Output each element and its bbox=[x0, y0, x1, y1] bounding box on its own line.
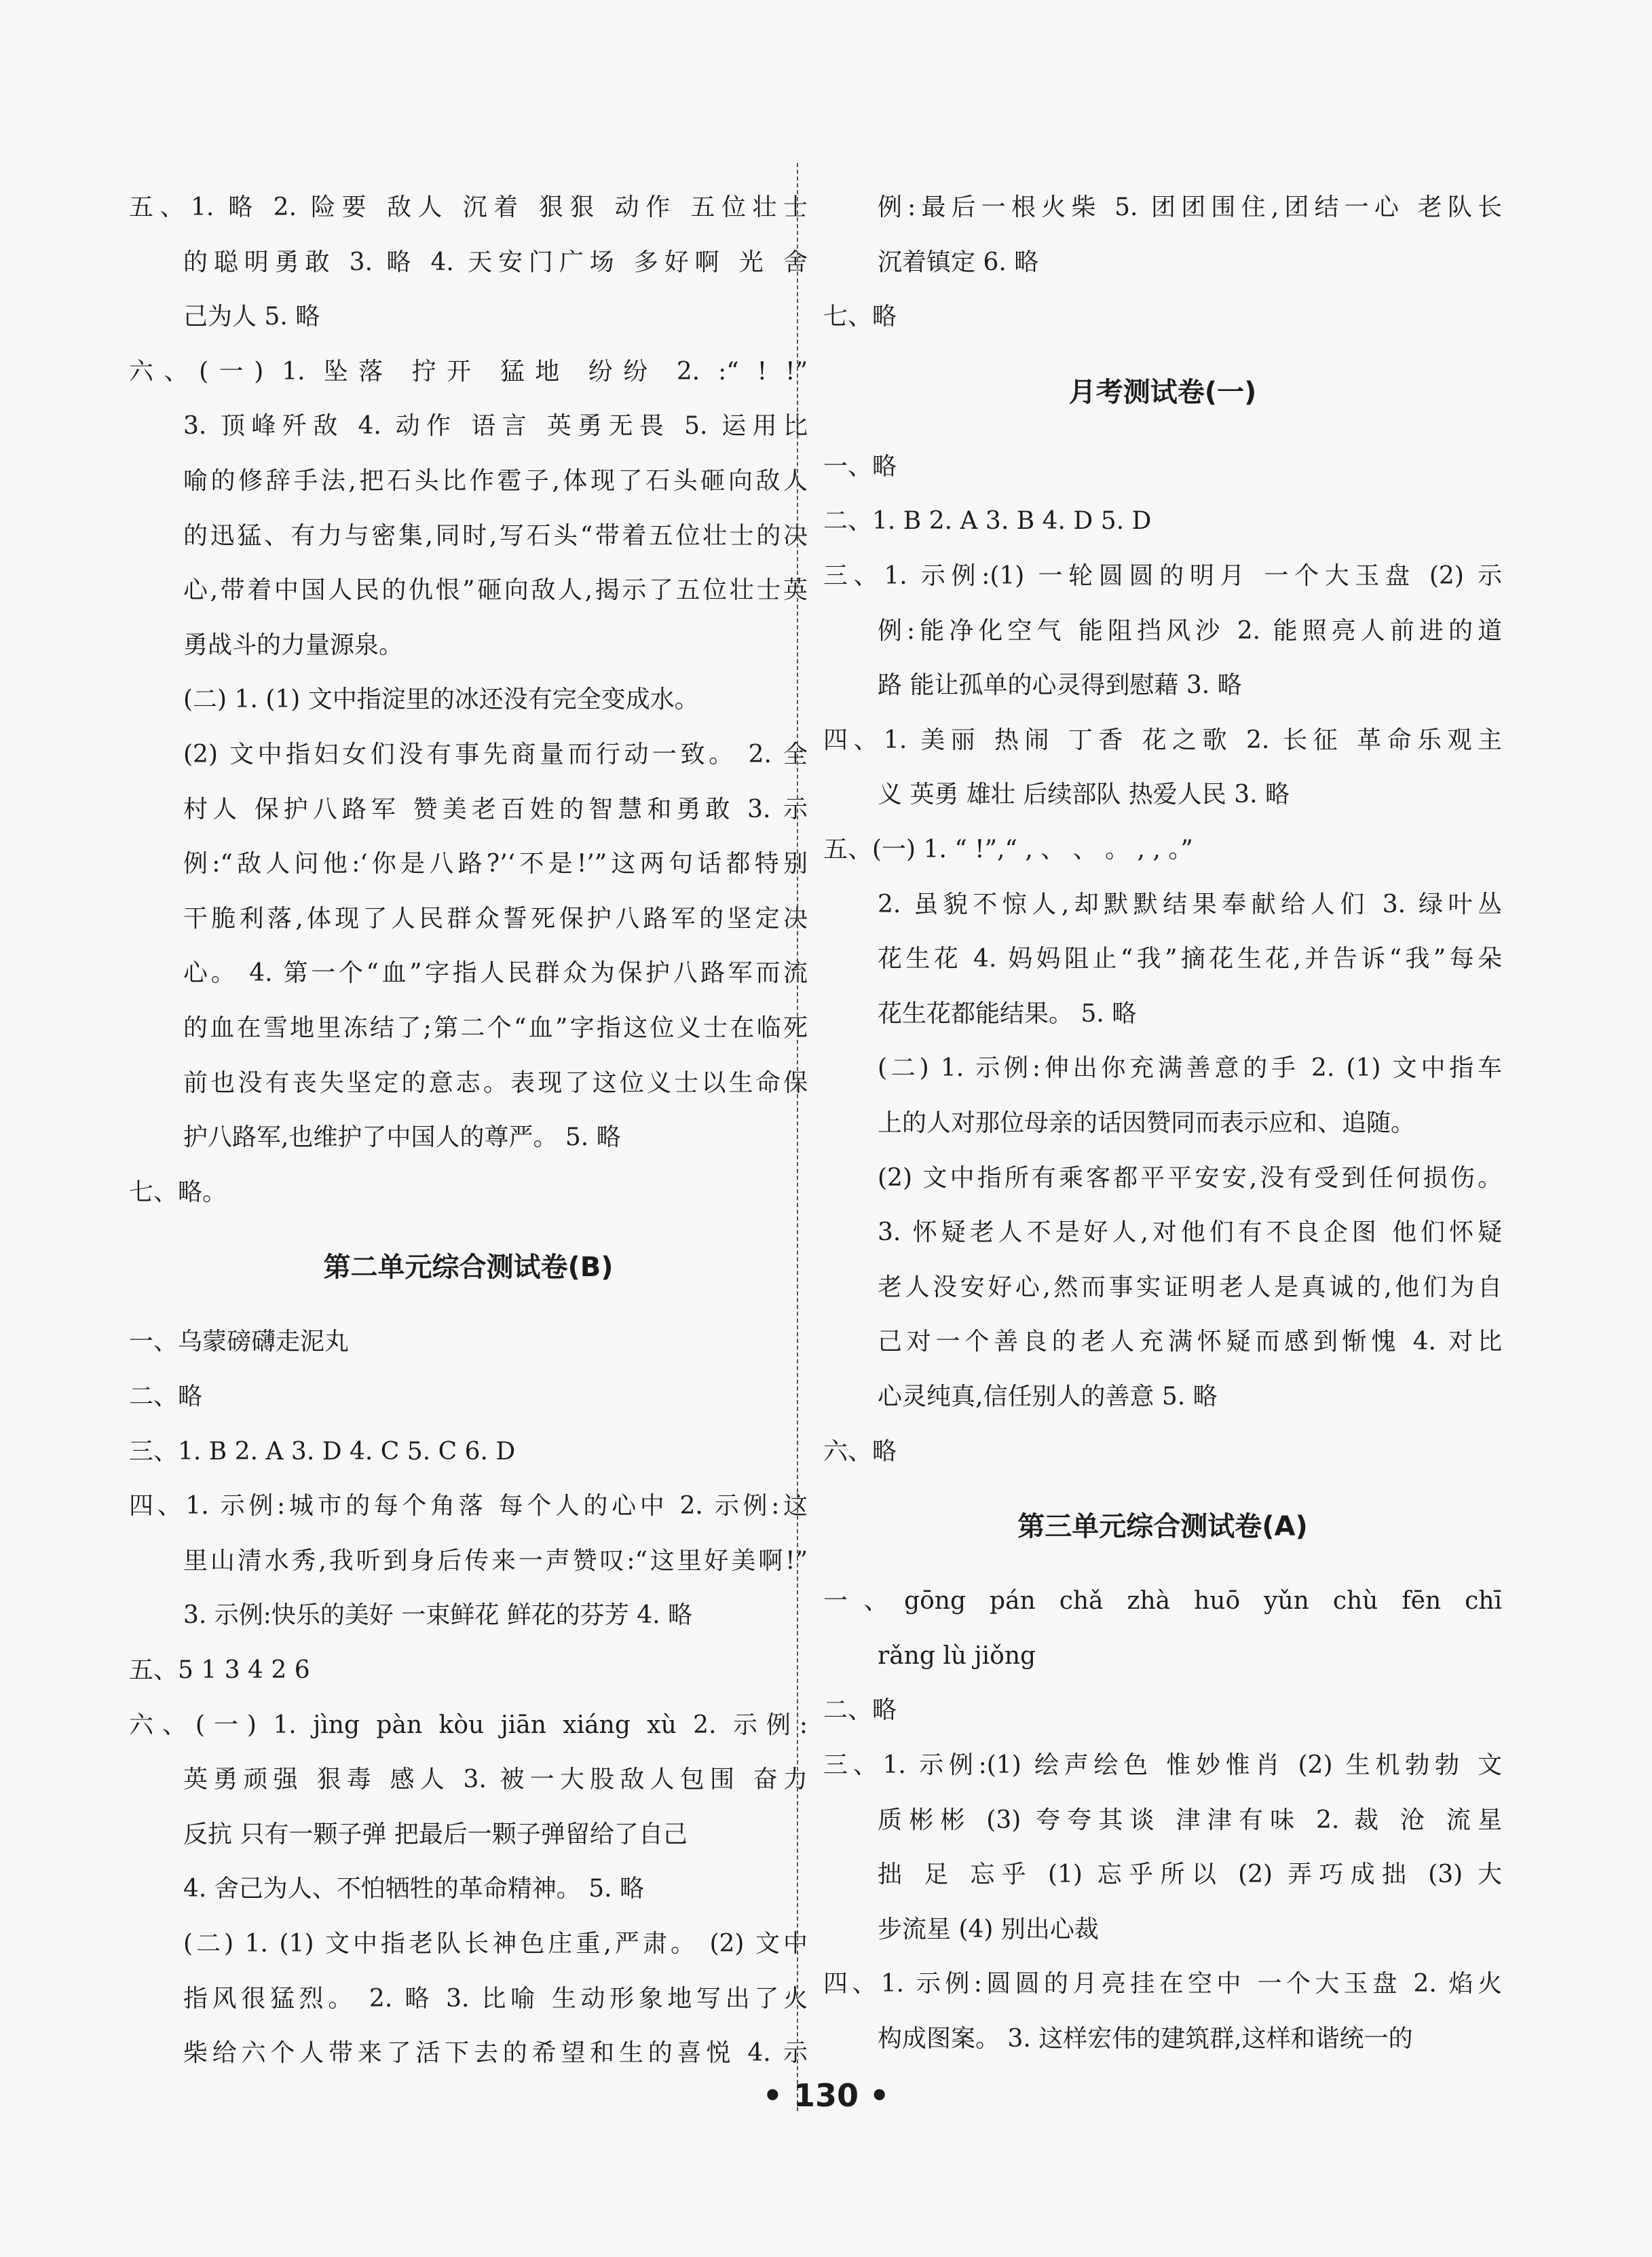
answer-line: 4. 舍己为人、不怕牺牲的革命精神。 5. 略 bbox=[183, 1875, 645, 1903]
page-number: • 130 • bbox=[762, 2077, 890, 2114]
answer-line: 六、(一) 1. 坠落 拧开 猛地 纷纷 2. :“ ! !” bbox=[129, 357, 808, 386]
answer-line: 己为人 5. 略 bbox=[183, 303, 320, 331]
answer-line: 3. 顶峰歼敌 4. 动作 语言 英勇无畏 5. 运用比 bbox=[183, 412, 808, 441]
answer-line: 前也没有丧失坚定的意志。表现了这位义士以生命保 bbox=[183, 1068, 808, 1097]
answer-line: 例:“敌人问他:‘你是八路?’‘不是!’”这两句话都特别 bbox=[183, 850, 808, 878]
answer-line: 例:能净化空气 能阻挡风沙 2. 能照亮人前进的道 bbox=[878, 616, 1502, 645]
answer-line: 护八路军,也维护了中国人的尊严。 5. 略 bbox=[183, 1123, 621, 1152]
section-heading: 第三单元综合测试卷(A) bbox=[1017, 1511, 1308, 1543]
answer-line: 一、乌蒙磅礴走泥丸 bbox=[129, 1328, 350, 1356]
answer-line: 的血在雪地里冻结了;第二个“血”字指这位义士在临死 bbox=[183, 1014, 808, 1042]
answer-line: 干脆利落,体现了人民群众誓死保护八路军的坚定决 bbox=[183, 904, 808, 933]
answer-line: (二) 1. 示例:伸出你充满善意的手 2. (1) 文中指车 bbox=[878, 1054, 1502, 1083]
answer-line: 花生花都能结果。 5. 略 bbox=[878, 999, 1137, 1028]
answer-line: 柴给六个人带来了活下去的希望和生的喜悦 4. 示 bbox=[183, 2039, 808, 2068]
answer-line: rǎng lù jiǒng bbox=[878, 1641, 1036, 1670]
answer-line: 沉着镇定 6. 略 bbox=[878, 248, 1039, 276]
right-column bbox=[823, 0, 1502, 2257]
column-divider bbox=[797, 163, 798, 2111]
answer-line: 五、1. 略 2. 险要 敌人 沉着 狠狠 动作 五位壮士 bbox=[129, 193, 808, 221]
answer-line: 六、(一) 1. jìng pàn kòu jiān xiáng xù 2. 示例: bbox=[129, 1711, 808, 1739]
answer-line: 花生花 4. 妈妈阻止“我”摘花生花,并告诉“我”每朵 bbox=[878, 945, 1502, 973]
answer-line: 喻的修辞手法,把石头比作雹子,体现了石头砸向敌人 bbox=[183, 467, 808, 495]
answer-line: (2) 文中指妇女们没有事先商量而行动一致。 2. 全 bbox=[183, 741, 808, 768]
answer-line: 四、1. 示例:圆圆的月亮挂在空中 一个大玉盘 2. 焰火 bbox=[823, 1970, 1502, 1998]
answer-line: 四、1. 美丽 热闹 丁香 花之歌 2. 长征 革命乐观主 bbox=[823, 726, 1502, 754]
answer-line: 五、5 1 3 4 2 6 bbox=[129, 1656, 310, 1684]
answer-line: 三、1. B 2. A 3. D 4. C 5. C 6. D bbox=[129, 1437, 516, 1466]
answer-line: 2. 虽貌不惊人,却默默结果奉献给人们 3. 绿叶丛 bbox=[878, 890, 1502, 918]
answer-line: 路 能让孤单的心灵得到慰藉 3. 略 bbox=[878, 671, 1242, 700]
answer-line: 质彬彬 (3) 夸夸其谈 津津有味 2. 裁 沧 流星 bbox=[878, 1806, 1502, 1834]
answer-line: 三、1. 示例:(1) 一轮圆圆的明月 一个大玉盘 (2) 示 bbox=[823, 562, 1502, 590]
answer-line: 构成图案。 3. 这样宏伟的建筑群,这样和谐统一的 bbox=[878, 2025, 1413, 2053]
answer-line: 里山清水秀,我听到身后传来一声赞叹:“这里好美啊!” bbox=[183, 1546, 808, 1575]
answer-line: 指风很猛烈。 2. 略 3. 比喻 生动形象地写出了火 bbox=[183, 1984, 808, 2013]
answer-line: 一、gōng pán chǎ zhà huō yǔn chù fēn chī bbox=[823, 1587, 1502, 1616]
answer-line: 心。 4. 第一个“血”字指人民群众为保护八路军而流 bbox=[183, 959, 808, 988]
answer-line: (二) 1. (1) 文中指老队长神色庄重,严肃。 (2) 文中 bbox=[183, 1930, 808, 1958]
section-heading: 第二单元综合测试卷(B) bbox=[323, 1252, 614, 1284]
answer-line: 二、略 bbox=[129, 1383, 203, 1411]
answer-line: 英勇顽强 狠毒 感人 3. 被一大股敌人包围 奋力 bbox=[183, 1766, 808, 1794]
answer-line: 七、略 bbox=[823, 303, 897, 331]
answer-line: 反抗 只有一颗子弹 把最后一颗子弹留给了自己 bbox=[183, 1820, 688, 1848]
answer-line: 七、略。 bbox=[129, 1178, 227, 1206]
answer-line: 上的人对那位母亲的话因赞同而表示应和、追随。 bbox=[878, 1109, 1416, 1137]
answer-line: 一、略 bbox=[823, 452, 897, 481]
answer-line: 二、1. B 2. A 3. B 4. D 5. D bbox=[823, 507, 1152, 536]
answer-line: 义 英勇 雄壮 后续部队 热爱人民 3. 略 bbox=[878, 781, 1290, 809]
answer-line: (二) 1. (1) 文中指淀里的冰还没有完全变成水。 bbox=[183, 686, 699, 714]
answer-line: 四、1. 示例:城市的每个角落 每个人的心中 2. 示例:这 bbox=[129, 1492, 808, 1521]
answer-line: 勇战斗的力量源泉。 bbox=[183, 631, 404, 659]
answer-line: 三、1. 示例:(1) 绘声绘色 惟妙惟肖 (2) 生机勃勃 文 bbox=[823, 1751, 1502, 1779]
answer-line: 心,带着中国人民的仇恨”砸向敌人,揭示了五位壮士英 bbox=[183, 576, 808, 605]
answer-line: 村人 保护八路军 赞美老百姓的智慧和勇敢 3. 示 bbox=[183, 795, 808, 823]
answer-line: (2) 文中指所有乘客都平平安安,没有受到任何损伤。 bbox=[878, 1163, 1502, 1192]
answer-line: 二、略 bbox=[823, 1696, 897, 1725]
section-heading: 月考测试卷(一) bbox=[1068, 376, 1257, 408]
left-column bbox=[129, 0, 808, 2257]
answer-line: 己对一个善良的老人充满怀疑而感到惭愧 4. 对比 bbox=[878, 1328, 1502, 1356]
answer-line: 老人没安好心,然而事实证明老人是真诚的,他们为自 bbox=[878, 1273, 1502, 1301]
answer-line: 的聪明勇敢 3. 略 4. 天安门广场 多好啊 光 舍 bbox=[183, 248, 808, 276]
answer-line: 六、略 bbox=[823, 1437, 897, 1466]
answer-line: 3. 示例:快乐的美好 一束鲜花 鲜花的芬芳 4. 略 bbox=[183, 1601, 693, 1630]
answer-line: 心灵纯真,信任别人的善意 5. 略 bbox=[878, 1383, 1218, 1411]
answer-line: 3. 怀疑老人不是好人,对他们有不良企图 他们怀疑 bbox=[878, 1218, 1502, 1247]
answer-line: 步流星 (4) 别出心裁 bbox=[878, 1915, 1099, 1943]
answer-line: 例:最后一根火柴 5. 团团围住,团结一心 老队长 bbox=[878, 193, 1502, 221]
answer-line: 拙 足 忘乎 (1) 忘乎所以 (2) 弄巧成拙 (3) 大 bbox=[878, 1861, 1502, 1889]
answer-line: 的迅猛、有力与密集,同时,写石头“带着五位壮士的决 bbox=[183, 521, 808, 550]
answer-line: 五、(一) 1. “ !”,“ , 、 、 。 , , 。” bbox=[823, 836, 1193, 863]
